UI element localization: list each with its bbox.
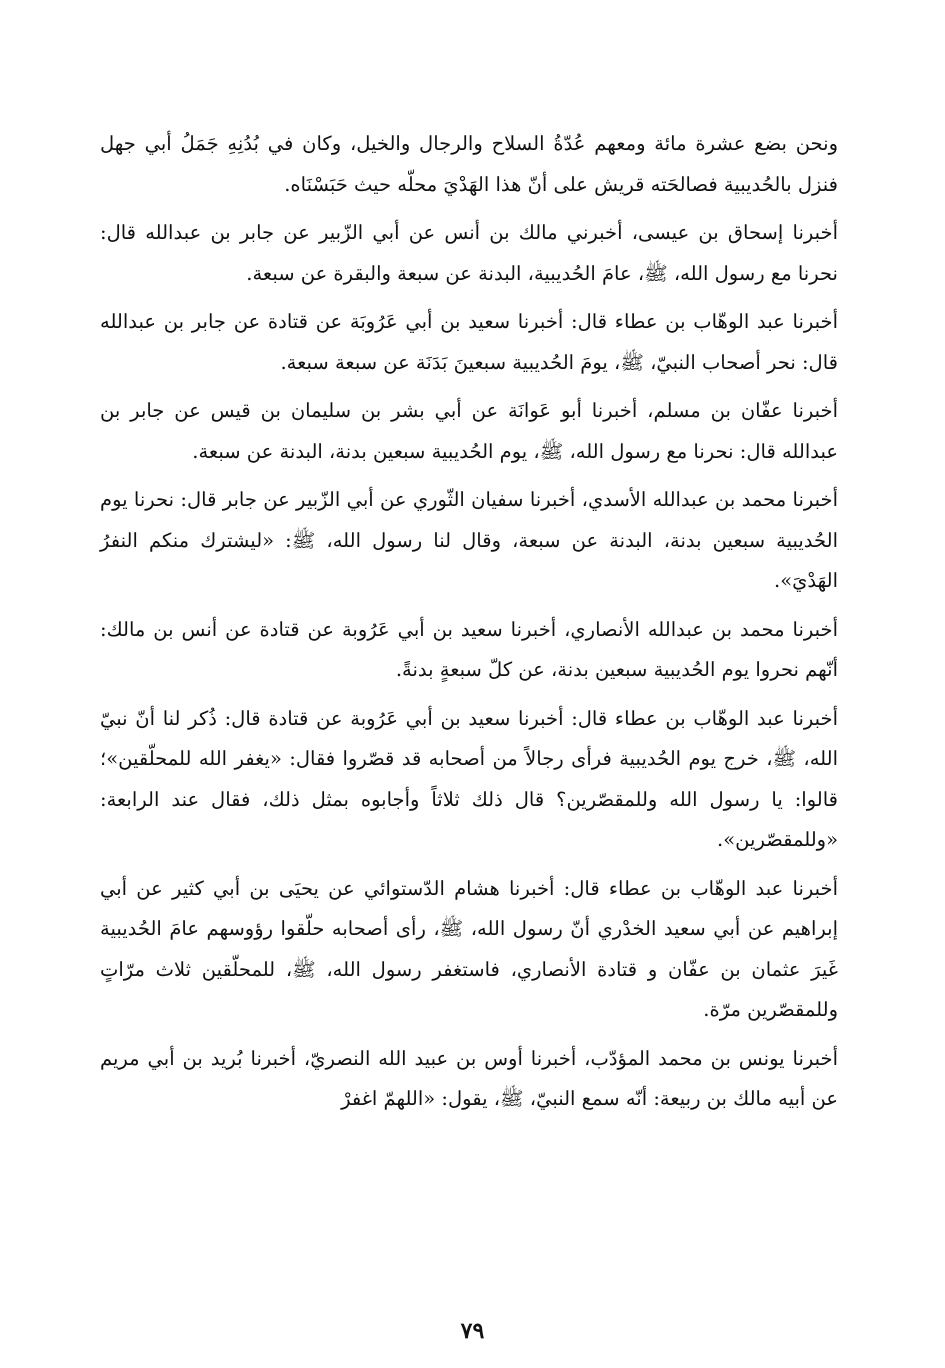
paragraph-5: أخبرنا محمد بن عبدالله الأسدي، أخبرنا سفيان الثّوري عن أبي الزّبير عن جابر قال: نحرنا يوم الحُديبية سبعين بدنة، البدنة عن سبعة، وقال لنا رسول الله، ﷺ: «ليشترك منكم النفرُ الهَدْيَ». <box>100 488 838 592</box>
paragraph-4: أخبرنا عفّان بن مسلم، أخبرنا أبو عَوانَة عن أبي بشر بن سليمان بن قيس عن جابر بن عبدالله قال: نحرنا مع رسول الله، ﷺ، يوم الحُديبية سبعين بدنة، البدنة عن سبعة. <box>100 399 838 463</box>
paragraph-9: أخبرنا يونس بن محمد المؤدّب، أخبرنا أوس بن عبيد الله النصريّ، أخبرنا بُريد بن أبي مريم عن أبيه مالك بن ربيعة: أنّه سمع النبيّ، ﷺ، يقول: «اللهمّ اغفرْ <box>100 1046 838 1110</box>
paragraph-8: أخبرنا عبد الوهّاب بن عطاء قال: أخبرنا هشام الدّستوائي عن يحيَى بن أبي كثير عن أبي إبراهيم عن أبي سعيد الخدْري أنّ رسول الله، ﷺ، رأى أصحابه حلّقوا رؤوسهم عامَ الحُديبية غَيرَ عثمان بن عفّان و قتادة الأنصاري، فاستغفر رسول الله، ﷺ، للمحلّقين ثلاث مرّاتٍ وللمقصّرين مرّة. <box>100 876 838 1021</box>
main-text <box>100 124 838 1128</box>
paragraph-6: أخبرنا محمد بن عبدالله الأنصاري، أخبرنا سعيد بن أبي عَرُوبة عن قتادة عن أنس بن مالك: أنّهم نحروا يوم الحُديبية سبعين بدنة، عن كلّ سبعةٍ بدنةً. <box>100 617 838 681</box>
paragraph-3: أخبرنا عبد الوهّاب بن عطاء قال: أخبرنا سعيد بن أبي عَرُوبَة عن قتادة عن جابر بن عبدالله قال: نحر أصحاب النبيّ، ﷺ، يومَ الحُديبية سبعينَ بَدَنَة عن سبعة سبعة. <box>100 310 838 374</box>
paragraph-7: أخبرنا عبد الوهّاب بن عطاء قال: أخبرنا سعيد بن أبي عَرُوبة عن قتادة قال: ذُكر لنا أنّ نبيّ الله، ﷺ، خرج يوم الحُديبية فرأى رجالاً من أصحابه قد قصّروا فقال: «يغفر الله للمحلّقين»؛ قالوا: يا رسول الله وللمقصّرين؟ قال ذلك ثلاثاً وأجابوه بمثل ذلك، فقال عند الرابعة: «وللمقصّرين». <box>100 706 838 851</box>
paragraph-1: ونحن بضع عشرة مائة ومعهم عُدّةُ السلاح والرجال والخيل، وكان في بُدُنِهِ جَمَلُ أبي جهل فنزل بالحُديبية فصالحَته قريش على أنّ هذا الهَدْيَ محلّه حيث حَبَسْنَاه. <box>100 132 838 196</box>
page-number: ٧٩ <box>460 1318 485 1344</box>
paragraph-2: أخبرنا إسحاق بن عيسى، أخبرني مالك بن أنس عن أبي الزّبير عن جابر بن عبدالله قال: نحرنا مع رسول الله، ﷺ، عامَ الحُديبية، البدنة عن سبعة والبقرة عن سبعة. <box>100 221 838 285</box>
